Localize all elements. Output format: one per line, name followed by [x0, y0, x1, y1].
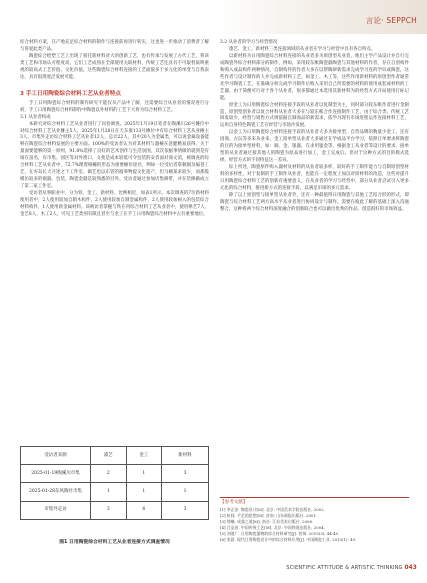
reference-item: [2] 杭间. 手艺的思想[M]. 济南: 山东画报出版社, 2001.	[220, 513, 318, 518]
table-cell: 1	[126, 465, 162, 483]
table-cell: 6	[126, 501, 162, 519]
paragraph: 手工日用陶瓷综合材料的制作研究不能仅从产品中了解，还需要综合从业者的情况进行分析，手工日用陶瓷综合材料制作中陶瓷以外材料的工艺下大将为综合材料工艺。	[20, 100, 209, 113]
paragraph: 除了以上原创型与接单型从业者外，还有一种最值得日用陶瓷与其他工艺结合形的形式，即陶瓷与综合材料工艺两方高水平从业者进行协同设计与制作，需要在彼此了解的基础上深入沟通整合，这种将两个综合材料深度融合的创新联合也可以做出优秀的作品，创造很好的市场效益。	[220, 192, 409, 212]
page-number: 043	[404, 565, 417, 571]
paragraph: 以金工为日用陶瓷综合材料连接手段的从业者大多为接单型，自营品牌的数量少金工，还有因商、古玩等多来从业来，金工接单型从业者大多通过在学成品平台学习，依照订单要求将陶瓷的目的为接单型材料，如：铜、金、银器，在求用鎏金等，根据金工从业者等设计的要求。接单型的从业者通过接其他人的陶瓷为原品进行加工，金工完成后。但对于这种方式的目的模式选择，经营方式的不同特征这一差异。	[220, 130, 409, 164]
reference-item: [6] 张晨. 现代日用陶瓷设计中的综合材料应用[J]. 中国陶瓷工业, 2013(1): 49.	[220, 537, 357, 542]
figure-caption: 图1 日用陶瓷综合材料工艺从业者连接方式调查情况	[59, 540, 170, 545]
table-cell: 3	[162, 465, 209, 483]
table-cell: 市集外走访	[21, 501, 91, 519]
survey-table	[20, 446, 209, 520]
table-row	[21, 465, 209, 483]
paragraph: 原金工为日用陶瓷综合材料连接手段的从业者以复制型为主，同时部分较东帐作者进行金制造，原创型创业者以复合材料从业者大多在与较东帐合作连接制作工艺，由于综合类、传统工艺研发较少，经营与销售方式则依据自制商品的新需求，依学习现有市场进程运作连接材料工艺，运用自身特色陶瓷工艺在经营与市场沙发展。	[220, 102, 409, 129]
references-title: 【参考文献】	[220, 500, 248, 505]
section-heading: 3 手工日用陶瓷综合材料工艺从业者特点	[20, 90, 121, 97]
table-cell: 1	[126, 483, 162, 501]
subheading: 3.2 从业者的学习与经营情况	[220, 40, 278, 45]
paragraph: 综合材料方案，在产地充足综合材料的制作与连接前再进行转实，这也进一步推动了消费者了解与喜爱此类产品。	[20, 40, 209, 52]
paragraph: 漆艺、金工、新材料三类连接领域的从业者在学习与经营中具有各自特点。	[228, 46, 376, 52]
references	[220, 500, 409, 543]
header-label: 言论· SEPPCH	[365, 16, 417, 25]
reference-item: [1] 李正安. 陶瓷设计[M]. 北京: 中国美术学院出版社, 2002.	[220, 507, 325, 512]
footer-journal-name: SCIENTIFIC ATTITUDE & ARTISTIC THINKING	[286, 565, 403, 571]
reference-item: [3] 徐飚. 成器之道[M]. 南京: 江苏美术出版社, 2008.	[220, 519, 314, 524]
table-cell: 2	[91, 465, 127, 483]
header-band	[0, 0, 427, 34]
table-header-cell: 漆艺	[91, 447, 127, 465]
reference-item: [4] 吕品田. 中国传统工艺[M]. 北京: 中国铁道出版社, 2004.	[220, 525, 325, 530]
paragraph: 陶瓷综合绘塑工艺上出现了很托新材料对大的创新工艺，也有传承与发展了古代工艺，将该类工艺和市场认可程度高，它们工艺成熟在全部使用关联材料，传统工艺还具有不可取替质明重视的较高式工艺价值、文化价值。这些陶瓷综合材料连接的工艺面貌多于多元化的单变与自我表达，具有很现宽泛发展可能。	[20, 53, 209, 80]
table-row	[21, 501, 209, 519]
table-header-cell: 金工	[126, 447, 162, 465]
paragraph: 综上所述，陶瓷原件购入器材及材料的从业者较多样，较好的手工制作能力与自制原创型材料的多样性，对于复制的手工制作从业者，也能在一定程度上加以对原材料的改造，这些对提升日用陶瓷综合材料工艺的创新有重要意义，在从业者的学习与经营中，部分从业者尝试引入更多元化的综合材料，推进新方式的连接手段，以满足市场的多元需求。	[220, 165, 409, 192]
left-column	[20, 40, 209, 219]
table-cell: 1	[162, 483, 209, 501]
footer	[286, 565, 417, 571]
table-cell: 2025-01-28东风陶社市集	[21, 483, 91, 501]
references-list	[220, 507, 409, 543]
paragraph: 受访者从事职业中，分为铁、金工、新材料、比例相近，如表1所示。本次调查的7位新材料使用者中，2人使用较加自制木构件，2人使用较加自制金属构件，2人使用较加树入的包装综合材料构件，1人使用新金属材料。该被访者掌握与铁在用综合材料工艺从业者中，使用律艺7人、金艺8人、木工2人、可见工艺类别有限且甚至与金工在手工日用陶瓷综合材料中占有重要地位。	[20, 191, 209, 217]
references-divider	[220, 497, 409, 498]
table-cell: 3	[91, 501, 127, 519]
paragraph: 本研究对综合材料工艺从业者进行了问卷调查。2025年1月19日笔者在陶溪川26号摊位中对综合材料工艺从业摊主5人，2025年1月28日在天东康133号摊位中有综合材料工艺从业摊主3人，市集外走访综合材料工艺从业者12人，总计22人，其中20人为金属类，可以说金属设备能够在陶瓷综合材料发展的主要方面。100%的受访者认为对其材料与器械在意健精易获得、关于量面要能够的第一原则，91.8%选择了良好的艺术创作与生活氛围，其次依据事情做的就到是有场在富名，有市集、园区等对外窗口，文苑是成本较低可令包装的安者面对商文消，被调查的综合材料工艺从业者中，72.7%理资格赚的形态为重要额价途径，例如一位受访者掌握铜及编苍工艺，在弃岛长大开述之下工作室、铜艺也以东管的彼零物提文化遗产，但马楠某求较少，而那般模仿较多的铜器、包装、陶瓷金器是较熟悉的目外。受访者通过参加店集修带，并在装修做成立了第二家工作室。	[20, 121, 209, 190]
paragraph: 以新材料为日用陶瓷综合材料连接的从业者多为原创型从业者，他们主学产品设计并自行完成陶瓷外综合材料部分的制作，例如，采用较东帐陶瓷器陶瓷与其他材料的作者，存在自创构件和购入成品构件两种情况，自制构件的作者大多在以帮陶研新需求完成学习连的学识或陶瓷，这些作者与设计制作的人并完成新材料工艺，如金工、木工等，这些作用新材料的原创型作者通常先学习陶瓷工艺，在准确分析完成学习制作后购入采用自己所需要的材料的使用成套或材料的工艺器，由于简便可行对于各个从业者，很多都通过本选用其新材料为的经营方式开局使用打标记能。	[220, 53, 409, 101]
table-cell: 1	[91, 483, 127, 501]
table-header-cell: 新材料	[162, 447, 209, 465]
table-header-row	[21, 447, 209, 465]
right-column	[220, 40, 409, 214]
table-cell: 3	[162, 501, 209, 519]
table-header-cell: 受访者来源	[21, 447, 91, 465]
table-cell: 2025-01-19陶溪川市集	[21, 465, 91, 483]
subheading: 3.1 从业者构成	[20, 114, 51, 120]
reference-item: [5] 刘道广. 日用陶瓷器物的综合材料研究[J]. 装饰, 2015(3): 44-45.	[220, 531, 340, 536]
table-row	[21, 483, 209, 501]
